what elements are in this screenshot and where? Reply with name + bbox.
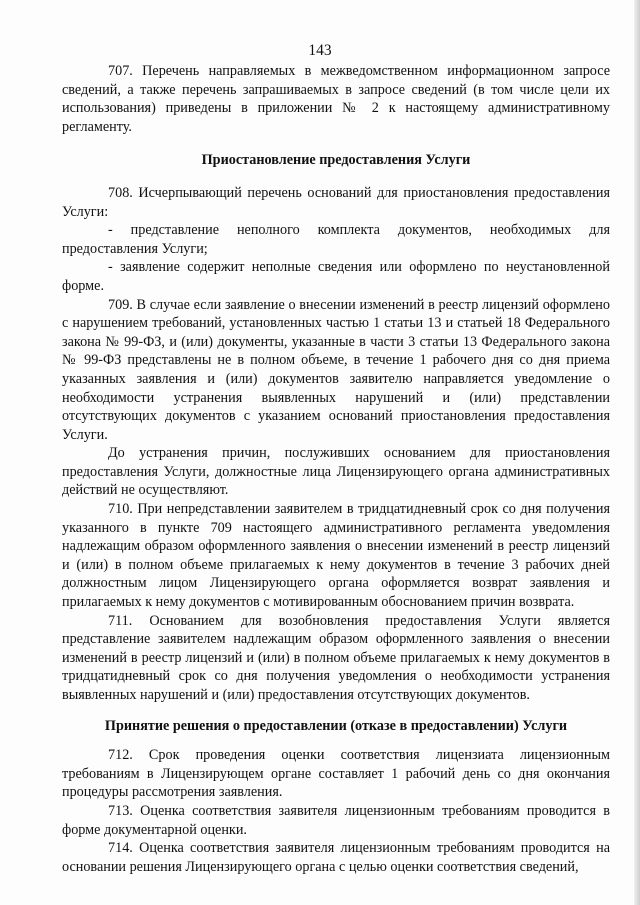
paragraph-711: 711. Основанием для возобновления предоставления Услуги является представление заявителем надлежащим образом оформленного заявления о внесении изменений в реестр лицензий и (или) в полном объеме прилагаемых к нему документов в тридцатидневный срок со дня получения уведомления о необходимости устранения выявленных нарушений и (или) предоставления отсутствующих документов.: [62, 612, 610, 703]
scan-edge-shadow: [634, 0, 640, 905]
paragraph-713: 713. Оценка соответствия заявителя лицензионным требованиям проводится в форме документарной оценки.: [62, 802, 610, 838]
list-item-incomplete-documents: - представление неполного комплекта документов, необходимых для предоставления Услуги;: [62, 222, 610, 257]
paragraph-712: 712. Срок проведения оценки соответствия лицензиата лицензионным требованиям в Лицензирующем органе составляет 1 рабочий день со дня окончания процедуры рассмотрения заявления.: [62, 747, 610, 801]
list-item-incomplete-application: - заявление содержит неполные сведения или оформлено по неустановленной форме.: [62, 259, 610, 294]
paragraph-707: 707. Перечень направляемых в межведомственном информационном запросе сведений, а также перечень запрашиваемых в запросе сведений (в том числе цели их использования) приведены в приложении № 2 к настоящему административному регламенту.: [62, 63, 610, 135]
paragraph-710: 710. При непредставлении заявителем в тридцатидневный срок со дня получения указанного в пункте 709 настоящего административного регламента уведомления надлежащим образом оформленного заявления о внесении изменений в реестр лицензий и (или) в полном объеме прилагаемых к нему документов в течение 3 рабочих дней должностным лицом Лицензирующего органа оформляется возврат заявления и прилагаемых к нему документов с мотивированным обоснованием причин возврата.: [62, 501, 610, 611]
paragraph-708: 708. Исчерпывающий перечень оснований для приостановления предоставления Услуги:: [62, 184, 610, 220]
paragraph-714: 714. Оценка соответствия заявителя лицензионным требованиям проводится на основании решения Лицензирующего органа с целью оценки соответствия сведений,: [62, 840, 610, 875]
paragraph-709-continued: До устранения причин, послуживших основанием для приостановления предоставления Услуги, должностные лица Лицензирующего органа административных действий не осуществляют.: [62, 445, 610, 499]
page-number: 143: [308, 42, 332, 59]
section-heading-suspension: Приостановление предоставления Услуги: [201, 152, 471, 169]
paragraph-709: 709. В случае если заявление о внесении изменений в реестр лицензий оформлено с нарушением требований, установленных частью 1 статьи 13 и статьей 18 Федерального закона № 99-ФЗ, и (или) документы, указанные в части 3 статьи 13 Федерального закона № 99-ФЗ представлены не в полном объеме, в течение 1 рабочего дня со дня приема указанных заявления и (или) документов заявителю направляется уведомление о необходимости устранения выявленных нарушений и (или) представлении отсутствующих документов с указанием оснований приостановления предоставления Услуги.: [62, 296, 610, 443]
section-heading-decision: Принятие решения о предоставлении (отказе в предоставлении) Услуги: [104, 717, 568, 734]
document-body: [62, 62, 610, 876]
